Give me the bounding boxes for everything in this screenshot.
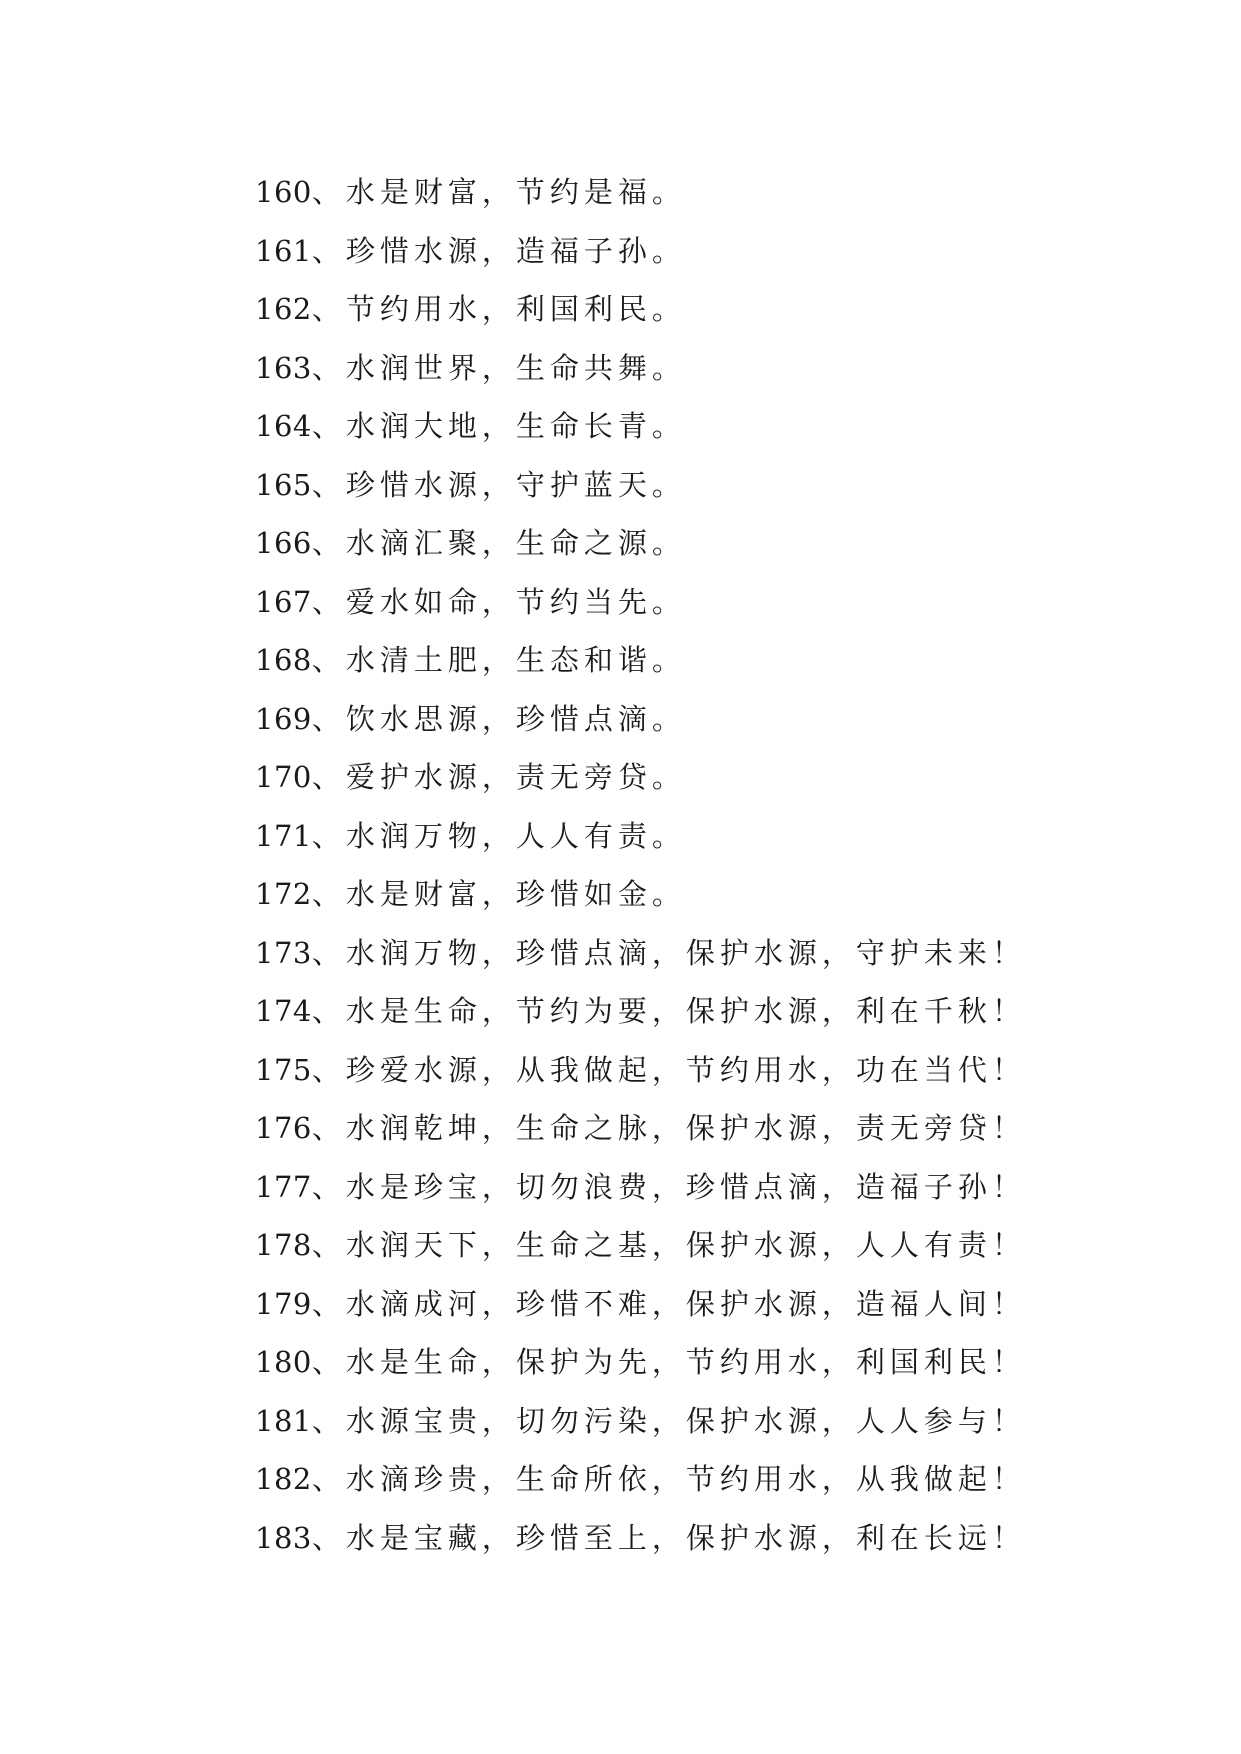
item-text: 、水润天下，生命之基，保护水源，人人有责！	[311, 1228, 1026, 1262]
item-number: 169	[255, 701, 312, 736]
list-item	[255, 1041, 1026, 1100]
item-text: 、水润万物，人人有责。	[311, 818, 686, 853]
list-item	[255, 1275, 1026, 1334]
list-item	[255, 222, 1015, 281]
item-number: 176	[255, 1111, 312, 1145]
item-text: 、爱水如命，节约当先。	[311, 584, 686, 619]
list-item	[255, 1158, 1026, 1217]
list-item	[255, 163, 1015, 222]
item-number: 181	[255, 1403, 312, 1438]
item-number: 163	[255, 350, 312, 385]
item-number: 172	[255, 877, 312, 911]
item-text: 、水润万物，珍惜点滴，保护水源，守护未来！	[311, 935, 1026, 970]
list-item	[255, 1333, 1026, 1392]
list-item	[255, 397, 1015, 456]
item-number: 180	[255, 1345, 312, 1379]
item-number: 164	[255, 409, 312, 443]
item-number: 175	[255, 1052, 312, 1087]
list-item	[255, 1509, 1026, 1568]
list-item	[255, 865, 1015, 924]
item-text: 、水是宝藏，珍惜至上，保护水源，利在长远！	[311, 1520, 1026, 1555]
item-number: 182	[255, 1462, 312, 1496]
list-item	[255, 807, 1015, 866]
item-number: 174	[255, 994, 312, 1028]
item-text: 、水滴成河，珍惜不难，保护水源，造福人间！	[311, 1286, 1026, 1321]
item-number: 168	[255, 643, 312, 677]
list-item	[255, 1450, 1026, 1509]
item-number: 166	[255, 526, 312, 560]
list-item	[255, 1099, 1026, 1158]
item-text: 、水是生命，节约为要，保护水源，利在千秋！	[311, 994, 1026, 1028]
item-text: 、水润乾坤，生命之脉，保护水源，责无旁贷！	[311, 1111, 1026, 1145]
item-text: 、珍惜水源，守护蓝天。	[311, 467, 686, 502]
item-number: 161	[255, 233, 312, 268]
item-number: 165	[255, 467, 312, 502]
item-text: 、水清土肥，生态和谐。	[311, 643, 686, 677]
item-text: 、水源宝贵，切勿污染，保护水源，人人参与！	[311, 1403, 1026, 1438]
list-item	[255, 631, 1015, 690]
item-number: 173	[255, 935, 312, 970]
item-text: 、水滴珍贵，生命所依，节约用水，从我做起！	[311, 1462, 1026, 1496]
item-number: 167	[255, 584, 312, 619]
list-item	[255, 982, 1026, 1041]
item-text: 、水是财富，珍惜如金。	[311, 877, 686, 911]
item-number: 170	[255, 760, 312, 794]
item-text: 、水润世界，生命共舞。	[311, 350, 686, 385]
item-number: 179	[255, 1286, 312, 1321]
list-item	[255, 748, 1015, 807]
list-item	[255, 514, 1015, 573]
item-number: 178	[255, 1228, 312, 1262]
item-number: 177	[255, 1169, 312, 1204]
slogan-list	[255, 163, 1026, 1567]
list-item	[255, 456, 1015, 515]
list-item	[255, 339, 1015, 398]
item-text: 、水滴汇聚，生命之源。	[311, 526, 686, 560]
item-text: 、爱护水源，责无旁贷。	[311, 760, 686, 794]
item-number: 183	[255, 1520, 312, 1555]
item-text: 、珍惜水源，造福子孙。	[311, 233, 686, 268]
list-item	[255, 280, 1015, 339]
item-text: 、水润大地，生命长青。	[311, 409, 686, 443]
list-item	[255, 1216, 1026, 1275]
item-text: 、节约用水，利国利民。	[311, 292, 686, 326]
item-text: 、水是生命，保护为先，节约用水，利国利民！	[311, 1345, 1026, 1379]
item-number: 162	[255, 292, 312, 326]
item-text: 、水是财富，节约是福。	[311, 175, 686, 209]
item-text: 、饮水思源，珍惜点滴。	[311, 701, 686, 736]
item-text: 、珍爱水源，从我做起，节约用水，功在当代！	[311, 1052, 1026, 1087]
list-item	[255, 1392, 1026, 1451]
list-item	[255, 924, 1026, 983]
list-item	[255, 573, 1015, 632]
item-text: 、水是珍宝，切勿浪费，珍惜点滴，造福子孙！	[311, 1169, 1026, 1204]
list-item	[255, 690, 1015, 749]
item-number: 171	[255, 818, 312, 853]
item-number: 160	[255, 175, 312, 209]
